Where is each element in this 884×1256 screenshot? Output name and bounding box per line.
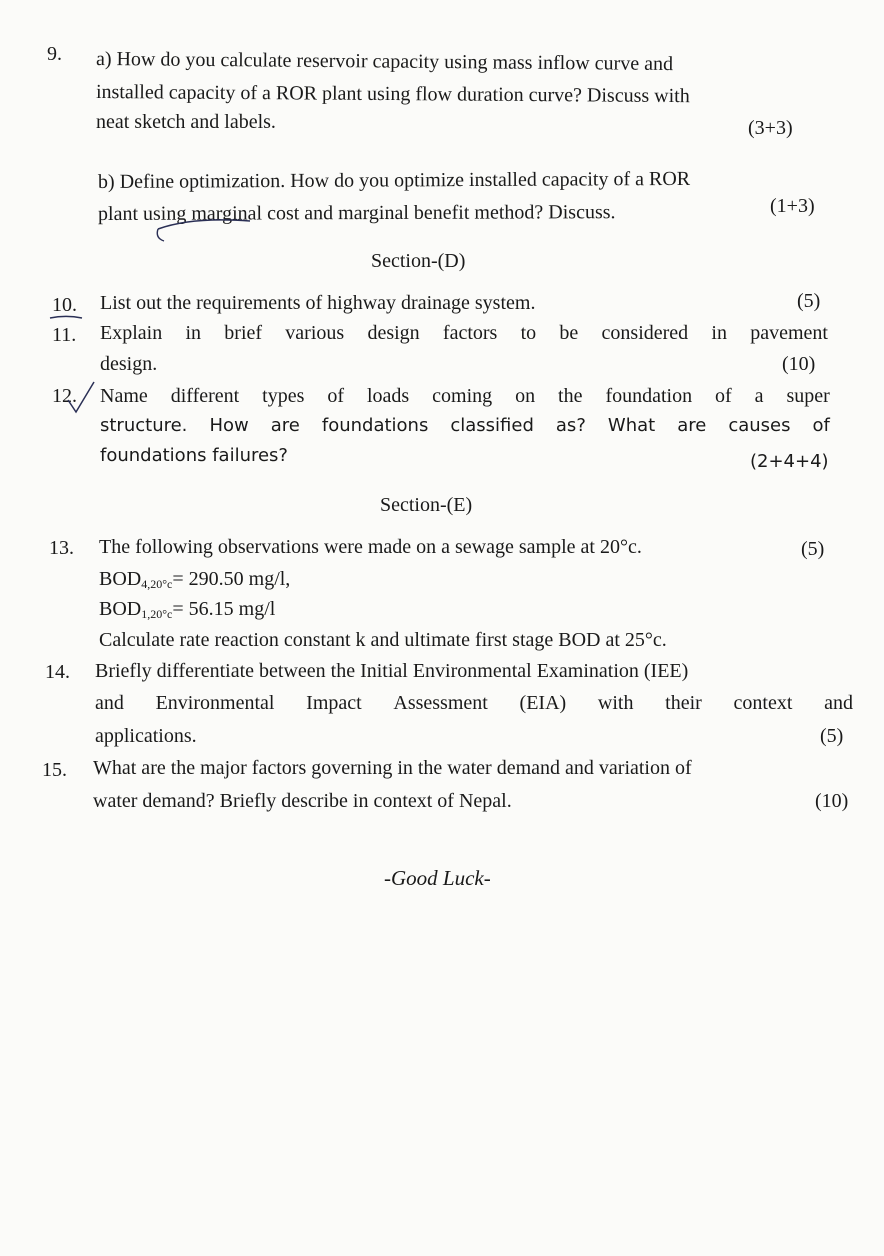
word: of xyxy=(715,385,732,407)
word: are xyxy=(270,415,300,436)
word: Name xyxy=(100,385,148,407)
q11-line-2: design. xyxy=(100,353,158,375)
word: of xyxy=(812,415,830,436)
word: Explain xyxy=(100,322,163,344)
word: in xyxy=(185,322,202,344)
word: of xyxy=(327,385,345,407)
word: foundation xyxy=(605,385,693,407)
q13-number: 13. xyxy=(49,537,74,559)
q11-marks: (10) xyxy=(782,353,816,375)
q12-number: 12. xyxy=(52,385,77,407)
word: on xyxy=(515,385,536,407)
word: classified xyxy=(450,415,534,436)
q9b-marks: (1+3) xyxy=(770,195,815,217)
word: context xyxy=(733,692,793,714)
q14-number: 14. xyxy=(45,661,70,683)
word: loads xyxy=(366,385,410,407)
q9b-line-1: b) Define optimization. How do you optimize installed capacity of a ROR xyxy=(97,167,691,193)
q12-marks: (2+4+4) xyxy=(750,451,829,472)
word: their xyxy=(665,692,702,714)
q14-marks: (5) xyxy=(820,725,844,747)
word: with xyxy=(597,692,634,714)
word: and xyxy=(95,692,124,714)
bod-value: = 56.15 mg/l xyxy=(172,598,276,620)
word: structure. xyxy=(100,415,188,436)
q15-line-1: What are the major factors governing in the water demand and variation of xyxy=(93,757,692,779)
q13-bod-2 xyxy=(99,597,275,626)
q15-marks: (10) xyxy=(815,790,849,812)
word: considered xyxy=(601,322,689,344)
q12-line-3: foundations failures? xyxy=(100,445,288,466)
q9a-marks: (3+3) xyxy=(748,117,793,139)
word: are xyxy=(677,415,707,436)
word: in xyxy=(711,322,727,344)
word: super xyxy=(786,385,830,407)
word: be xyxy=(559,322,579,344)
q15-number: 15. xyxy=(42,759,67,781)
q12-line-1 xyxy=(100,384,830,408)
pen-strike-mark xyxy=(150,205,260,245)
word: types xyxy=(262,385,305,407)
q14-line-1: Briefly differentiate between the Initial Environmental Examination (IEE) xyxy=(95,660,689,682)
q9a-line-1: a) How do you calculate reservoir capacity using mass inflow curve and xyxy=(95,48,674,76)
q9a-line-2: installed capacity of a ROR plant using flow duration curve? Discuss with xyxy=(95,81,690,108)
q9-number: 9. xyxy=(47,43,62,65)
word: Impact xyxy=(306,692,362,714)
word: to xyxy=(520,322,537,344)
q14-line-2 xyxy=(95,691,853,715)
word: and xyxy=(824,692,853,714)
q13-line-1: The following observations were made on a sewage sample at 20°c. xyxy=(99,536,642,558)
bod-label: BOD xyxy=(99,568,142,590)
q14-line-3: applications. xyxy=(95,725,197,747)
word: different xyxy=(170,385,240,407)
word: factors xyxy=(442,322,498,344)
bod-value: = 290.50 mg/l, xyxy=(172,568,291,590)
q13-marks: (5) xyxy=(801,538,825,560)
q13-line-4: Calculate rate reaction constant k and ultimate first stage BOD at 25°c. xyxy=(99,629,667,651)
word: various xyxy=(285,322,345,344)
section-d-heading: Section-(D) xyxy=(371,250,466,272)
section-e-heading: Section-(E) xyxy=(380,494,473,516)
word: (EIA) xyxy=(519,692,567,714)
word: pavement xyxy=(750,322,828,344)
pen-tick-mark xyxy=(64,380,98,416)
q11-line-1 xyxy=(100,321,828,345)
word: Environmental xyxy=(155,692,275,714)
bod-subscript: 1,20°c xyxy=(141,607,173,621)
word: Assessment xyxy=(393,692,488,714)
word: the xyxy=(558,385,583,407)
q15-line-2: water demand? Briefly describe in context of Nepal. xyxy=(93,790,512,812)
word: brief xyxy=(224,322,263,344)
q12-line-2 xyxy=(100,414,830,438)
bod-subscript: 4,20°c xyxy=(141,577,173,591)
bod-label: BOD xyxy=(99,598,142,620)
q10-marks: (5) xyxy=(797,290,821,312)
q10-number: 10. xyxy=(52,294,77,316)
word: What xyxy=(607,415,656,436)
q11-number: 11. xyxy=(52,324,77,346)
word: How xyxy=(209,415,249,436)
word: as? xyxy=(555,415,586,436)
q9b-line-2: plant using marginal cost and marginal benefit method? Discuss. xyxy=(97,201,616,225)
word: a xyxy=(754,385,764,407)
q13-bod-1 xyxy=(99,567,290,596)
word: causes xyxy=(728,415,791,436)
q9a-line-3: neat sketch and labels. xyxy=(96,111,276,133)
q10-text: List out the requirements of highway drainage system. xyxy=(100,292,536,314)
word: foundations xyxy=(321,415,429,436)
word: design xyxy=(367,322,420,344)
good-luck-footer: -Good Luck- xyxy=(384,866,491,890)
word: coming xyxy=(432,385,493,407)
